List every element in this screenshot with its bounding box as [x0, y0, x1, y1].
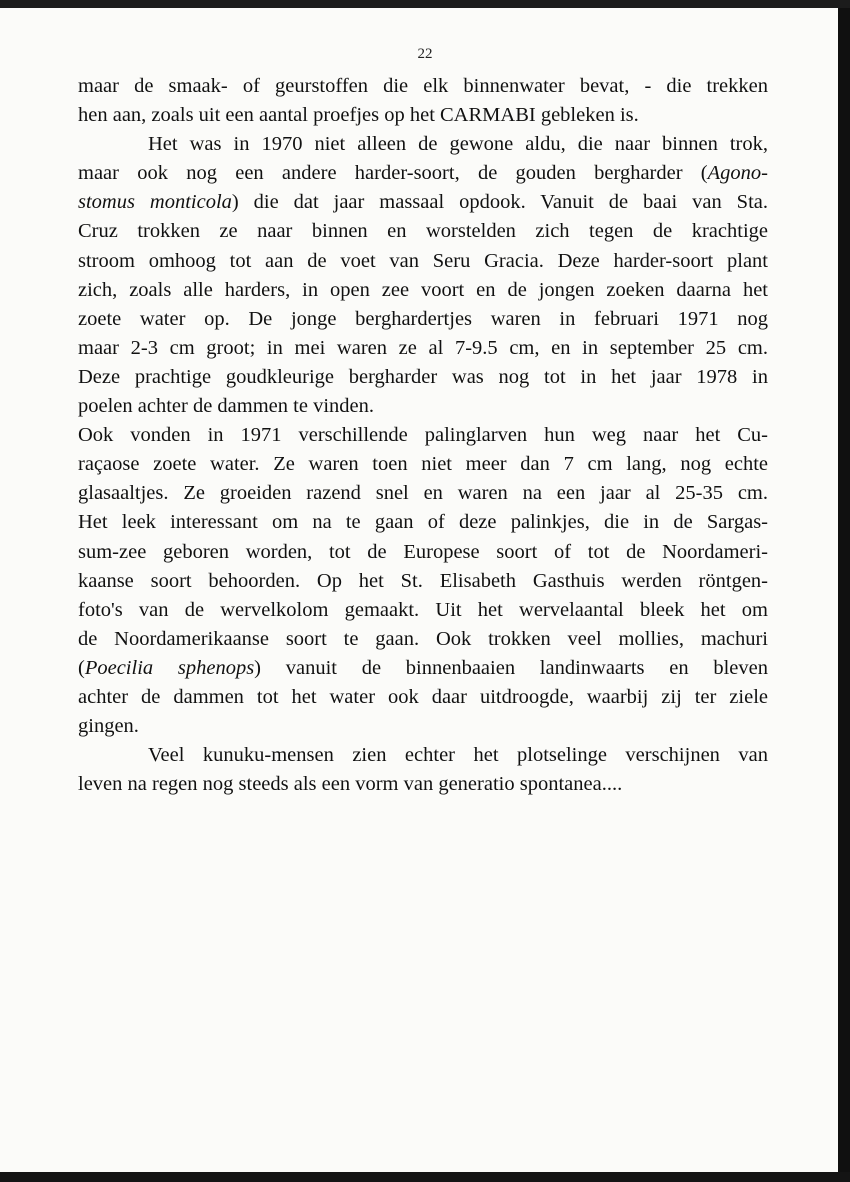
text-segment: raçaose zoete water. Ze waren toen niet meer dan 7 cm lang, nog echte [78, 453, 768, 476]
text-line [78, 363, 768, 392]
text-line [78, 188, 768, 217]
text-line [78, 421, 768, 450]
text-segment: ) vanuit de binnenbaaien landinwaarts en bleven [254, 656, 768, 679]
text-segment: ) die dat jaar massaal opdook. Vanuit de baai van Sta. [231, 191, 768, 214]
scan-right-edge [838, 8, 850, 1172]
text-line [78, 712, 768, 741]
text-segment: zoete water op. De jonge berghardertjes waren in februari 1971 nog [78, 307, 768, 330]
text-segment: Cruz trokken ze naar binnen en worstelden zich tegen de krachtige [78, 220, 768, 243]
text-segment: maar de smaak- of geurstoffen die elk binnenwater bevat, - die trekken [78, 75, 768, 97]
text-line [78, 72, 768, 101]
text-line [78, 450, 768, 479]
text-segment: stroom omhoog tot aan de voet van Seru Gracia. Deze harder-soort plant [78, 249, 768, 272]
text-line [78, 334, 768, 363]
text-line [78, 479, 768, 508]
text-segment: Ook vonden in 1971 verschillende palinglarven hun weg naar het Cu- [78, 424, 768, 447]
text-segment: Het was in 1970 niet alleen de gewone aldu, die naar binnen trok, [148, 133, 768, 156]
text-line [78, 567, 768, 596]
body-text [78, 72, 768, 799]
italic-text: Poecilia sphenops [84, 656, 255, 679]
page-number: 22 [417, 46, 433, 62]
text-segment: de Noordamerikaanse soort te gaan. Ook trokken veel mollies, machuri [78, 627, 768, 650]
text-line [78, 159, 768, 188]
text-segment: gingen. [78, 715, 139, 738]
text-line [78, 247, 768, 276]
text-segment: Deze prachtige goudkleurige bergharder was nog tot in het jaar 1978 in [78, 365, 768, 388]
text-line [78, 276, 768, 305]
text-segment: achter de dammen tot het water ook daar uitdroogde, waarbij zij ter ziele [78, 685, 768, 708]
text-segment: hen aan, zoals uit een aantal proefjes op het CARMABI gebleken is. [78, 104, 639, 127]
text-segment: poelen achter de dammen te vinden. [78, 395, 374, 418]
italic-text: Agono- [707, 162, 768, 185]
text-segment: maar 2-3 cm groot; in mei waren ze al 7-9.5 cm, en in september 25 cm. [78, 336, 768, 359]
scan-bottom-edge [0, 1172, 850, 1182]
text-line [78, 538, 768, 567]
text-line [78, 392, 768, 421]
text-segment: foto's van de wervelkolom gemaakt. Uit het wervelaantal bleek het om [78, 598, 768, 621]
italic-text: stomus monticola [78, 191, 232, 214]
text-segment: ( [78, 656, 85, 679]
text-line [78, 305, 768, 334]
text-segment: glasaaltjes. Ze groeiden razend snel en waren na een jaar al 25-35 cm. [78, 482, 768, 505]
text-line [78, 770, 768, 799]
text-line [78, 130, 768, 159]
text-segment: maar ook nog een andere harder-soort, de gouden bergharder ( [78, 162, 708, 185]
text-segment: sum-zee geboren worden, tot de Europese soort of tot de Noordameri- [78, 540, 768, 563]
text-line [78, 217, 768, 246]
text-line [78, 101, 768, 130]
text-segment: Veel kunuku-mensen zien echter het plotselinge verschijnen van [148, 744, 768, 767]
text-line [78, 741, 768, 770]
text-segment: zich, zoals alle harders, in open zee voort en de jongen zoeken daarna het [78, 278, 768, 301]
text-segment: leven na regen nog steeds als een vorm van generatio spontanea.... [78, 773, 623, 796]
text-line [78, 683, 768, 712]
text-line [78, 508, 768, 537]
text-line [78, 654, 768, 683]
text-line [78, 596, 768, 625]
text-line [78, 625, 768, 654]
text-segment: kaanse soort behoorden. Op het St. Elisabeth Gasthuis werden röntgen- [78, 569, 768, 592]
text-segment: Het leek interessant om na te gaan of deze palinkjes, die in de Sargas- [78, 511, 768, 534]
document-page [0, 8, 838, 1172]
